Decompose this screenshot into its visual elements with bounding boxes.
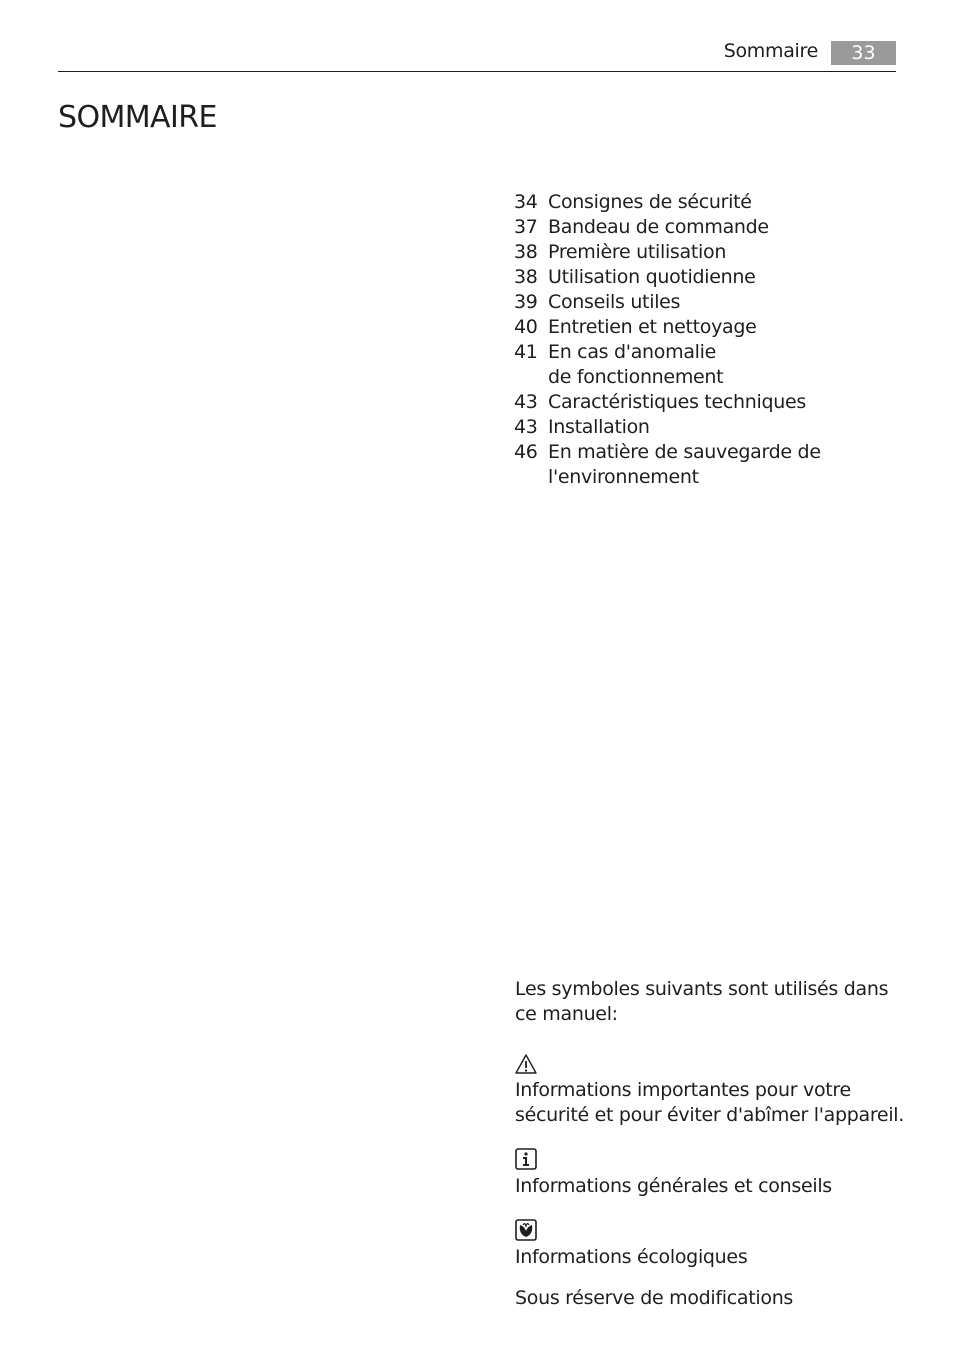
toc-page: 38	[514, 266, 538, 288]
toc-entry[interactable]	[514, 415, 914, 440]
toc-title: Caractéristiques techniques	[548, 391, 806, 413]
toc-entry[interactable]	[514, 315, 914, 340]
toc-title: Utilisation quotidienne	[548, 266, 756, 288]
toc-entry[interactable]	[514, 390, 914, 415]
toc-page: 46	[514, 441, 538, 463]
toc-page: 40	[514, 316, 538, 338]
toc-entry[interactable]	[514, 240, 914, 265]
warning-text: Informations importantes pour votre sécurité et pour éviter d'abîmer l'appareil.	[515, 1079, 905, 1126]
toc-title: Installation	[548, 416, 650, 438]
page-header	[58, 38, 896, 72]
toc-entry[interactable]	[514, 265, 914, 290]
toc-page: 41	[514, 341, 538, 363]
toc-page: 43	[514, 391, 538, 413]
toc-entry[interactable]	[514, 215, 914, 240]
eco-leaf-icon	[515, 1219, 537, 1241]
symbols-legend	[515, 977, 905, 1311]
toc-page: 37	[514, 216, 538, 238]
page-number: 33	[831, 41, 896, 65]
toc-entry[interactable]	[514, 190, 914, 215]
toc-title: Bandeau de commande	[548, 216, 769, 238]
toc-title: Conseils utiles	[548, 291, 681, 313]
reserve-notice: Sous réserve de modifications	[515, 1287, 794, 1309]
eco-text: Informations écologiques	[515, 1246, 748, 1268]
running-header-section: Sommaire	[723, 40, 818, 62]
warning-triangle-icon	[515, 1053, 537, 1075]
page-title: SOMMAIRE	[58, 100, 217, 135]
toc-entry[interactable]	[514, 290, 914, 315]
toc-title: Première utilisation	[548, 241, 727, 263]
toc-title: Consignes de sécurité	[548, 191, 752, 213]
toc-title: En cas d'anomalie de fonctionnement	[548, 341, 724, 388]
toc-page: 39	[514, 291, 538, 313]
table-of-contents	[514, 190, 914, 490]
toc-entry[interactable]	[514, 440, 914, 490]
info-text: Informations générales et conseils	[515, 1175, 832, 1197]
info-icon	[515, 1148, 537, 1170]
toc-page: 43	[514, 416, 538, 438]
header-rule	[58, 71, 896, 72]
toc-page: 38	[514, 241, 538, 263]
toc-title: Entretien et nettoyage	[548, 316, 757, 338]
toc-entry[interactable]	[514, 340, 914, 390]
toc-page: 34	[514, 191, 538, 213]
toc-title: En matière de sauvegarde de l'environnement	[548, 441, 821, 488]
symbols-intro: Les symboles suivants sont utilisés dans ce manuel:	[515, 978, 889, 1025]
